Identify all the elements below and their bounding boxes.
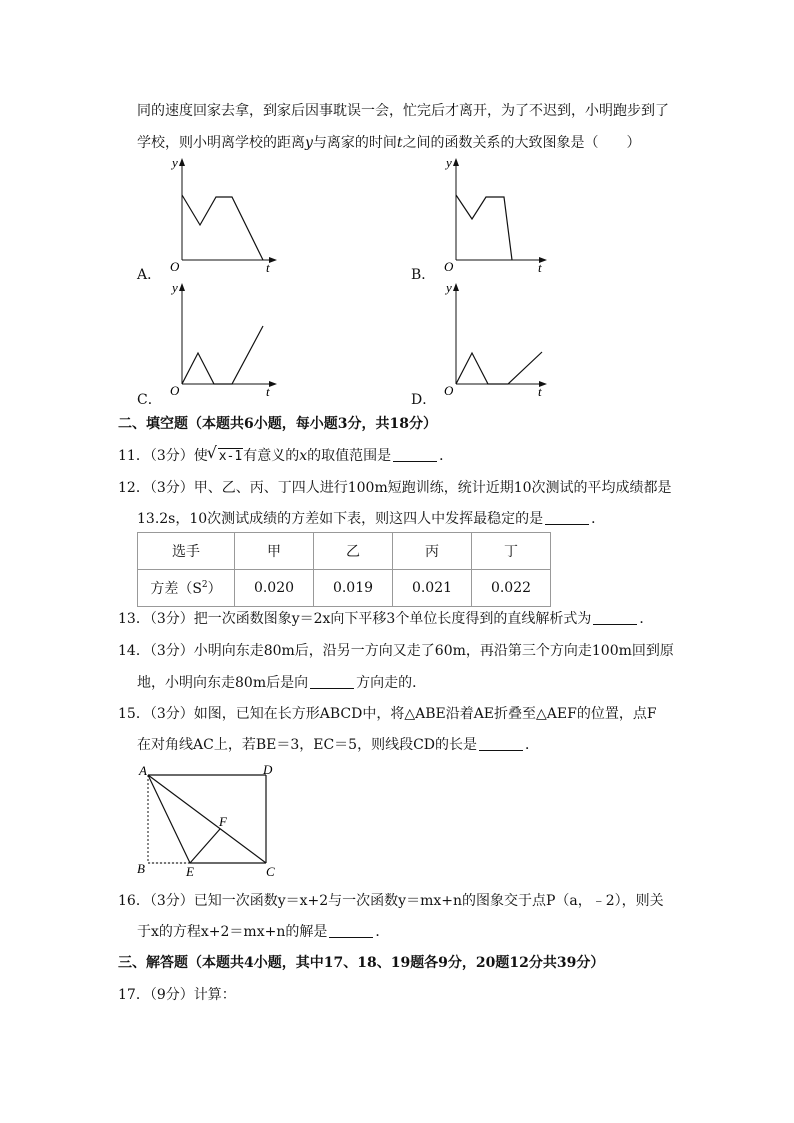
y-axis-arrow [179, 158, 185, 166]
diagonal-ac [148, 775, 266, 863]
y-axis-arrow [453, 283, 459, 291]
q13: 13．（3分）把一次函数图象y＝2x向下平移3个单位长度得到的直线解析式为 ． [118, 611, 654, 627]
option-b-graph [434, 155, 564, 275]
axis-label-y: y [446, 155, 452, 170]
section-3-heading: 三、解答题（本题共4小题，其中17、18、19题各9分，20题12分共39分） [118, 955, 605, 971]
table-header-cell: 选手 [138, 533, 235, 570]
answer-blank [545, 510, 589, 525]
answer-blank [310, 674, 354, 689]
answer-blank [593, 610, 637, 625]
table-row-label: 方差$(S^2)$ [138, 570, 235, 607]
table-header-cell: 乙 [314, 533, 393, 570]
option-d-label: D． [411, 392, 437, 408]
option-a-label: A． [137, 267, 162, 283]
table-header-cell: 甲 [235, 533, 314, 570]
graph-line-d [456, 352, 542, 384]
graph-line-b [456, 195, 512, 260]
segment-ef [190, 829, 220, 863]
origin-label: O [170, 259, 180, 274]
graph-line-c [182, 326, 263, 384]
axis-label-y: y [172, 280, 178, 295]
axis-label-t: t [538, 384, 542, 399]
q14-line1: 14．（3分）小明向东走80m后，沿另一方向又走了60m，再沿第三个方向走100m回到原 [118, 643, 674, 659]
table-row [138, 570, 551, 607]
graph-line-a [182, 195, 263, 260]
q16-line1: 16．（3分）已知一次函数y＝x+2与一次函数y＝mx+n的图象交于点P（a，﹣2），则关 [118, 893, 664, 909]
answer-blank [329, 923, 373, 938]
option-b-label: B． [411, 267, 436, 283]
y-axis-arrow [453, 158, 459, 166]
table-row [138, 533, 551, 570]
point-e-label: E [186, 864, 194, 879]
q17: 17．（9分）计算： [118, 987, 236, 1003]
table-cell: 0.021 [393, 570, 472, 607]
axis-label-y: y [172, 155, 178, 170]
point-f-label: F [219, 814, 227, 829]
q12-line1: 12．（3分）甲、乙、丙、丁四人进行100m短跑训练，统计近期10次测试的平均成绩都是 [118, 480, 672, 496]
t-axis-arrow [269, 381, 277, 387]
section-2-heading: 二、填空题（本题共6小题，每小题3分，共18分） [118, 416, 437, 432]
table-cell: 0.019 [314, 570, 393, 607]
q12-line2: 13.2s，10次测试成绩的方差如下表，则这四人中发挥最稳定的是 ． [137, 511, 606, 527]
table-cell: 0.022 [472, 570, 551, 607]
segment-ae [148, 775, 190, 863]
option-a-graph [160, 155, 290, 275]
t-axis-arrow [269, 257, 277, 263]
point-d-label: D [263, 762, 273, 777]
q11: 11．（3分）使√ x-1有意义的x的取值范围是 ． [118, 446, 453, 467]
point-c-label: C [266, 864, 275, 879]
q15-line2: 在对角线AC上，若BE＝3，EC＝5，则线段CD的长是 ． [137, 737, 540, 753]
answer-blank [479, 736, 523, 751]
point-a-label: A [139, 763, 147, 778]
q15-line1: 15．（3分）如图，已知在长方形ABCD中，将△ABE沿着AE折叠至△AEF的位置，点F [118, 706, 657, 722]
y-axis-arrow [179, 283, 185, 291]
q10-line2: 学校，则小明离学校的距离y与离家的时间t之间的函数关系的大致图象是（ ） [137, 135, 641, 151]
origin-label: O [170, 383, 180, 398]
option-d-graph [434, 280, 564, 400]
q14-line2: 地，小明向东走80m后是向 方向走的． [137, 675, 427, 691]
axis-label-t: t [538, 260, 542, 275]
table-cell: 0.020 [235, 570, 314, 607]
axis-label-t: t [266, 260, 270, 275]
table-header-cell: 丙 [393, 533, 472, 570]
origin-label: O [444, 383, 454, 398]
q10-line1: 同的速度回家去拿，到家后因事耽误一会，忙完后才离开，为了不迟到，小明跑步到了 [137, 103, 669, 119]
point-b-label: B [137, 861, 145, 876]
answer-blank [393, 447, 437, 462]
axis-label-y: y [446, 280, 452, 295]
sqrt-expression: √ x-1 [208, 446, 243, 467]
option-c-label: C． [137, 392, 162, 408]
q16-line2: 于x的方程x+2＝mx+n的解是 ． [137, 924, 390, 940]
axis-label-t: t [266, 384, 270, 399]
table-header-cell: 丁 [472, 533, 551, 570]
rectangle-figure [130, 760, 290, 880]
option-c-graph [160, 280, 290, 400]
variance-table [137, 532, 551, 607]
origin-label: O [444, 259, 454, 274]
